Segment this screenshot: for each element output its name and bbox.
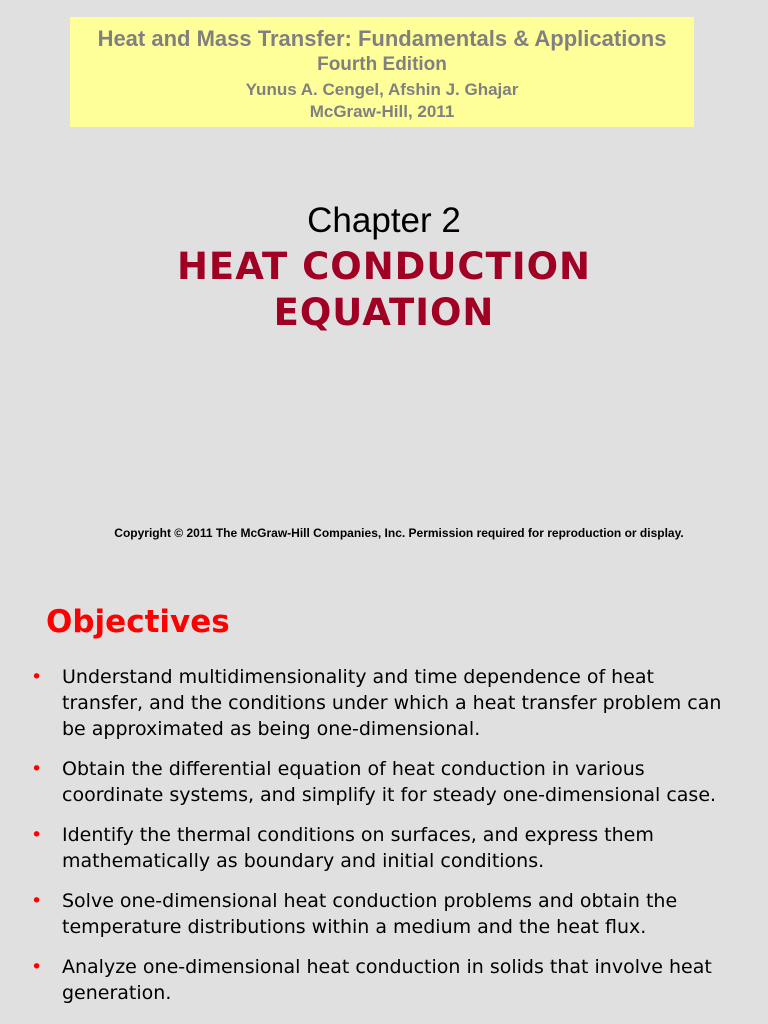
bullet-icon: • xyxy=(31,666,43,688)
objective-item xyxy=(0,664,768,742)
objectives-heading: Objectives xyxy=(46,604,230,640)
chapter-label: Chapter 2 xyxy=(307,201,461,240)
chapter-title-line-2: EQUATION xyxy=(273,291,495,334)
objective-text: Obtain the differential equation of heat conduction in various coordinate systems, and simplify it for steady one-dimensional case. xyxy=(62,758,717,806)
book-info-box xyxy=(70,17,694,127)
bullet-icon: • xyxy=(31,956,43,978)
objective-text: Identify the thermal conditions on surfaces, and express them mathematically as boundary and initial conditions. xyxy=(62,824,654,872)
objective-text: Understand multidimensionality and time dependence of heat transfer, and the conditions under which a heat transfer problem can be approximated as being one-dimensional. xyxy=(62,666,722,740)
book-publisher: McGraw-Hill, 2011 xyxy=(309,102,455,121)
objective-item xyxy=(0,822,768,874)
objective-item xyxy=(0,888,768,940)
chapter-title xyxy=(0,244,768,336)
objectives-list xyxy=(0,664,768,1020)
book-title: Heat and Mass Transfer: Fundamentals & Applications xyxy=(97,26,667,51)
book-edition: Fourth Edition xyxy=(317,54,447,75)
objective-item xyxy=(0,954,768,1006)
objective-text: Solve one-dimensional heat conduction problems and obtain the temperature distributions within a medium and the heat flux. xyxy=(62,890,678,938)
bullet-icon: • xyxy=(31,758,43,780)
chapter-title-line-1: HEAT CONDUCTION xyxy=(176,245,592,288)
book-authors: Yunus A. Cengel, Afshin J. Ghajar xyxy=(245,80,519,99)
objective-item xyxy=(0,756,768,808)
copyright-notice: Copyright © 2011 The McGraw-Hill Companies, Inc. Permission required for reproduction or display. xyxy=(114,526,684,540)
objective-text: Analyze one-dimensional heat conduction in solids that involve heat generation. xyxy=(62,956,712,1004)
objectives-slide xyxy=(0,576,768,1024)
bullet-icon: • xyxy=(31,824,43,846)
bullet-icon: • xyxy=(31,890,43,912)
